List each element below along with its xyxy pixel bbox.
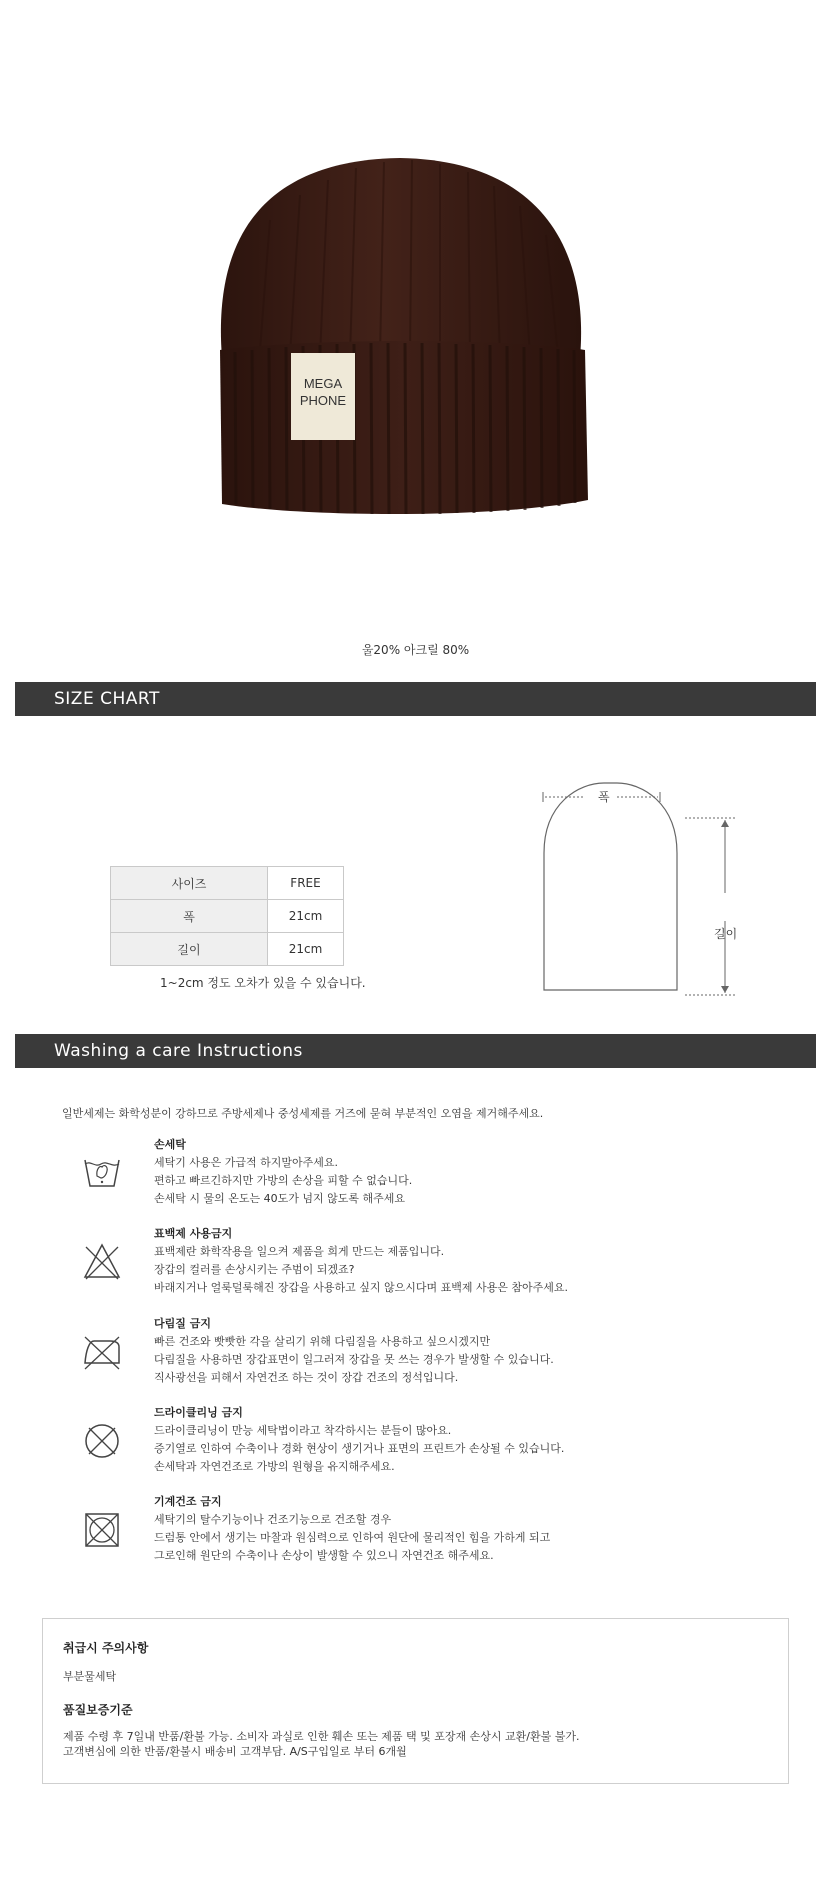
size-chart-header: [15, 682, 816, 716]
svg-text:MEGA: MEGA: [303, 376, 343, 391]
care-title: 표백제 사용금지: [154, 1227, 233, 1240]
product-image-beanie: [160, 100, 640, 560]
care-line: 손세탁과 자연건조로 가방의 원형을 유지해주세요.: [154, 1460, 395, 1473]
care-title: 기계건조 금지: [154, 1495, 222, 1508]
material-composition: 울20% 아크릴 80%: [361, 643, 470, 657]
handling-notes-box: [42, 1618, 789, 1784]
tolerance-note: 1~2cm 정도 오차가 있을 수 있습니다.: [160, 976, 366, 990]
washing-title: Washing a care Instructions: [54, 1041, 303, 1061]
table-row: [111, 900, 344, 933]
warranty-line: 고객변심에 의한 반품/환불시 배송비 고객부담. A/S구입일로 부터 6개월: [63, 1745, 407, 1758]
care-line: 손세탁 시 물의 온도는 40도가 넘지 않도록 해주세요: [154, 1192, 405, 1205]
size-table: [110, 866, 344, 966]
width-label: 폭: [111, 900, 268, 933]
care-line: 바래지거나 얼룩덜룩해진 장갑을 사용하고 싶지 않으시다며 표백제 사용은 참아주세요.: [154, 1281, 569, 1294]
washing-intro: 일반세제는 화학성분이 강하므로 주방세제나 중성세제를 거즈에 묻혀 부분적인 오염을 제거해주세요.: [62, 1107, 544, 1120]
hand-wash-icon: [82, 1152, 122, 1194]
care-line: 편하고 빠르긴하지만 가방의 손상을 피할 수 없습니다.: [154, 1174, 413, 1187]
care-line: 드럼통 안에서 생기는 마찰과 원심력으로 인하여 원단에 물리적인 힘을 가하게 되고: [154, 1531, 551, 1544]
care-line: 장갑의 컬러를 손상시키는 주범이 되겠죠?: [154, 1263, 355, 1276]
caution-title: 취급시 주의사항: [63, 1641, 149, 1655]
care-line: 빠른 건조와 빳빳한 각을 살리기 위해 다림질을 사용하고 싶으시겠지만: [154, 1335, 491, 1348]
size-chart-title: SIZE CHART: [54, 689, 160, 709]
no-tumble-dry-icon: [82, 1509, 122, 1551]
diagram-length-label: 길이: [714, 927, 738, 941]
diagram-width-label: 폭: [598, 790, 610, 804]
care-line: 직사광선을 피해서 자연건조 하는 것이 장갑 건조의 정석입니다.: [154, 1371, 459, 1384]
no-bleach-icon: [82, 1241, 122, 1283]
width-value: 21cm: [268, 900, 344, 933]
warranty-title: 품질보증기준: [63, 1703, 133, 1717]
care-line: 그로인해 원단의 수축이나 손상이 발생할 수 있으니 자연건조 해주세요.: [154, 1549, 494, 1562]
care-line: 다림질을 사용하면 장갑표면이 일그러져 장갑을 못 쓰는 경우가 발생할 수 있습니다.: [154, 1353, 554, 1366]
care-line: 표백제란 화학작용을 일으켜 제품을 희게 만드는 제품입니다.: [154, 1245, 445, 1258]
length-value: 21cm: [268, 933, 344, 966]
care-item-no-bleach: [60, 1225, 800, 1315]
care-item-no-iron: [60, 1315, 800, 1405]
care-line: 드라이클리닝이 만능 세탁법이라고 착각하시는 분들이 많아요.: [154, 1424, 452, 1437]
length-label: 길이: [111, 933, 268, 966]
warranty-line: 제품 수령 후 7일내 반품/환불 가능. 소비자 과실로 인한 훼손 또는 제품 택 및 포장재 손상시 교환/환불 불가.: [63, 1730, 580, 1743]
table-row: [111, 867, 344, 900]
care-item-no-tumble-dry: [60, 1493, 800, 1583]
table-row: [111, 933, 344, 966]
care-title: 드라이클리닝 금지: [154, 1406, 243, 1419]
caution-text: 부분물세탁: [63, 1670, 117, 1683]
care-line: 세탁기의 탈수기능이나 건조기능으로 건조할 경우: [154, 1513, 392, 1526]
washing-header: [15, 1034, 816, 1068]
size-label: 사이즈: [111, 867, 268, 900]
beanie-size-diagram: [525, 775, 745, 1000]
care-item-no-dry-clean: [60, 1404, 800, 1494]
care-item-hand-wash: [60, 1136, 800, 1226]
svg-text:PHONE: PHONE: [299, 393, 347, 408]
size-value: FREE: [268, 867, 344, 900]
care-line: 증기열로 인하여 수축이나 경화 현상이 생기거나 표면의 프린트가 손상될 수 있습니다.: [154, 1442, 565, 1455]
no-dry-clean-icon: [82, 1420, 122, 1462]
no-iron-icon: [82, 1331, 122, 1373]
care-title: 다림질 금지: [154, 1317, 211, 1330]
care-line: 세탁기 사용은 가급적 하지말아주세요.: [154, 1156, 339, 1169]
care-title: 손세탁: [154, 1138, 186, 1151]
